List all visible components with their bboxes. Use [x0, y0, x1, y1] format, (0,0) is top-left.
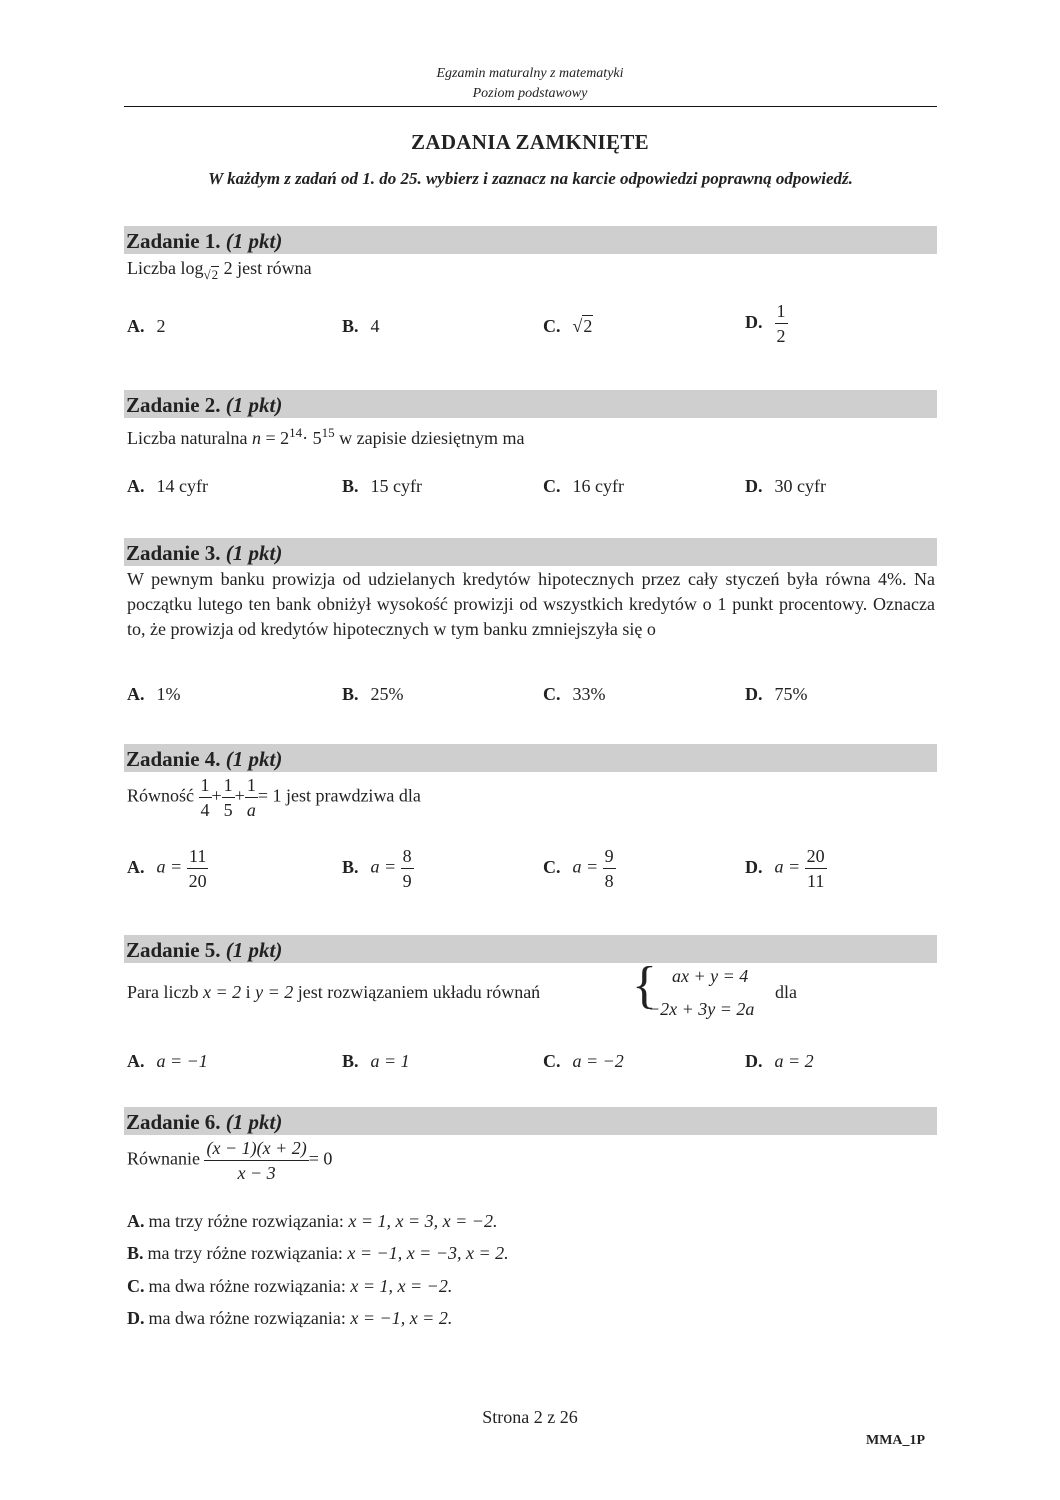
math: = 2 — [265, 428, 290, 448]
exam-code: MMA_1P — [866, 1433, 926, 1448]
task-2-option-c[interactable]: C. 16 cyfr — [543, 476, 624, 496]
question-text: jest równa — [237, 258, 312, 278]
task-2-option-d[interactable]: D. 30 cyfr — [745, 476, 826, 496]
task-5-option-a[interactable]: A. a = −1 — [127, 1051, 208, 1071]
question-text: w zapisie dziesiętnym ma — [339, 428, 525, 448]
math: = 1 — [257, 785, 282, 806]
task-3-option-d[interactable]: D. 75% — [745, 684, 808, 704]
task-6-option-c[interactable]: C. ma dwa różne rozwiązania: x = 1, x = −2. — [127, 1276, 453, 1296]
task-4-option-b[interactable]: B. a = $\frac{8}{9}$ — [342, 846, 412, 891]
exponent: 14 — [289, 425, 303, 440]
exponent: 15 — [321, 425, 335, 440]
fraction: $\frac{(x - 1)(x + 2)}{x - 3}$ — [206, 1138, 307, 1183]
header-rule — [124, 106, 937, 107]
question-text: Równanie — [127, 1148, 200, 1169]
task-points: (1 pkt) — [225, 229, 283, 253]
fraction: $\frac{1}{4}$ — [200, 775, 210, 820]
task-6-header — [124, 1107, 937, 1135]
task-label: Zadanie 2. — [126, 393, 221, 417]
task-2-option-a[interactable]: A. 14 cyfr — [127, 476, 208, 496]
task-5-option-d[interactable]: D. a = 2 — [745, 1051, 814, 1071]
task-5-question-text — [127, 982, 540, 1003]
task-4-header — [124, 744, 937, 772]
task-4-question: Równość $\frac{1}{4}$ + $\frac{1}{5}$ + $\frac{1}{a}$ = 1 jest prawdziwa dla — [127, 775, 421, 820]
task-1-header — [124, 226, 937, 254]
task-points: (1 pkt) — [225, 747, 283, 771]
task-3-question: W pewnym banku prowizja od udzielanych kredytów hipotecznych przez cały styczeń była równa 4%. Na początku lutego ten bank obniżył wysokość prowizji od wszystkich kredytów o 1 punkt procentowy. Oznacza to, że prowizja od kredytów hipotecznych w tym banku zmniejszyła się o — [127, 569, 935, 639]
task-3-option-b[interactable]: B. 25% — [342, 684, 404, 704]
task-2-header — [124, 390, 937, 418]
math: = 0 — [308, 1148, 333, 1169]
question-text: Liczba naturalna — [127, 428, 248, 448]
task-6-option-a[interactable]: A. ma trzy różne rozwiązania: x = 1, x = 3, x = −2. — [127, 1211, 498, 1231]
fraction: $\frac{1}{a}$ — [246, 775, 256, 820]
question-text: jest prawdziwa dla — [285, 785, 421, 806]
task-3-option-c[interactable]: C. 33% — [543, 684, 606, 704]
log-argument: 2 — [223, 258, 233, 278]
conjunction: i — [245, 982, 251, 1002]
task-3-option-a[interactable]: A. 1% — [127, 684, 181, 704]
task-1-question — [127, 258, 312, 283]
question-text: dla — [775, 982, 797, 1002]
exam-title: Egzamin maturalny z matematyki — [436, 66, 624, 81]
instruction: W każdym z zadań od 1. do 25. wybierz i zaznacz na karcie odpowiedzi poprawną odpowiedź. — [208, 169, 853, 188]
math: · 5 — [302, 428, 322, 448]
task-4-option-d[interactable]: D. a = $\frac{20}{11}$ — [745, 846, 825, 891]
task-4-option-c[interactable]: C. a = $\frac{9}{8}$ — [543, 846, 614, 891]
question-text: Para liczb — [127, 982, 199, 1002]
task-label: Zadanie 4. — [126, 747, 221, 771]
task-label: Zadanie 5. — [126, 938, 221, 962]
log-symbol: log — [180, 258, 204, 278]
task-5-header — [124, 935, 937, 963]
fraction: $\frac{1}{5}$ — [223, 775, 233, 820]
task-points: (1 pkt) — [225, 938, 283, 962]
task-5-option-b[interactable]: B. a = 1 — [342, 1051, 410, 1071]
task-2-question — [127, 425, 525, 449]
task-label: Zadanie 1. — [126, 229, 221, 253]
section-title: ZADANIA ZAMKNIĘTE — [411, 130, 649, 154]
task-label: Zadanie 3. — [126, 541, 221, 565]
system-brace: { — [632, 957, 657, 1014]
task-1-option-d[interactable]: D. $\frac{1}{2}$ — [745, 301, 786, 346]
math: y = 2 — [255, 982, 294, 1002]
task-1-option-b[interactable]: B. 4 — [342, 316, 380, 336]
task-points: (1 pkt) — [225, 1110, 283, 1134]
math-var: n — [251, 428, 261, 448]
task-1-option-c[interactable]: C. √2 — [543, 316, 593, 336]
task-5-option-c[interactable]: C. a = −2 — [543, 1051, 624, 1071]
exam-level: Poziom podstawowy — [472, 86, 588, 101]
task-points: (1 pkt) — [225, 393, 283, 417]
equation-1: ax + y = 4 — [672, 966, 749, 986]
task-label: Zadanie 6. — [126, 1110, 221, 1134]
task-2-option-b[interactable]: B. 15 cyfr — [342, 476, 422, 496]
question-text: jest rozwiązaniem układu równań — [297, 982, 541, 1002]
equation-2: −2x + 3y = 2a — [648, 999, 755, 1019]
math: x = 2 — [202, 982, 242, 1002]
sqrt-base: √2 — [203, 266, 219, 282]
task-points: (1 pkt) — [225, 541, 283, 565]
task-1-option-a[interactable]: A. 2 — [127, 316, 166, 336]
task-4-option-a[interactable]: A. a = $\frac{11}{20}$ — [127, 846, 207, 891]
task-6-option-d[interactable]: D. ma dwa różne rozwiązania: x = −1, x = 2. — [127, 1308, 453, 1328]
question-text: Równość — [127, 785, 194, 806]
task-6-option-b[interactable]: B. ma trzy różne rozwiązania: x = −1, x = −3, x = 2. — [127, 1243, 509, 1263]
task-6-question — [127, 1139, 332, 1182]
question-text: Liczba — [127, 258, 176, 278]
page-number: Strona 2 z 26 — [482, 1407, 578, 1427]
task-3-header — [124, 538, 937, 566]
